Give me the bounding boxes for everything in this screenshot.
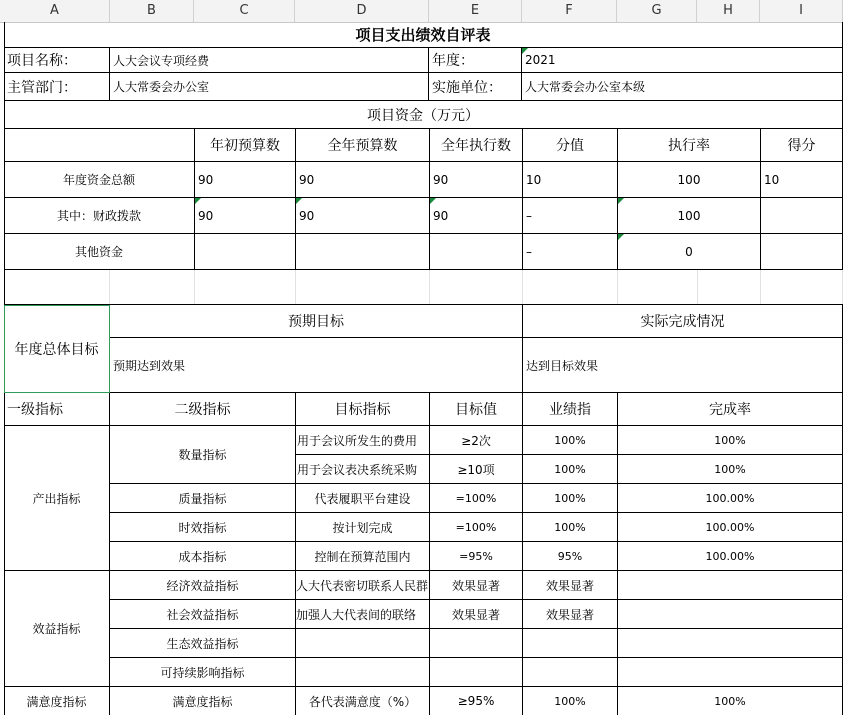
funds-row-total-label[interactable]: 年度资金总额 [4, 162, 195, 198]
department-label[interactable]: 主管部门： [4, 73, 110, 101]
target-sustain-empty[interactable] [296, 658, 430, 687]
level1-satisfaction[interactable]: 满意度指标 [4, 687, 110, 715]
level2-quality[interactable]: 质量指标 [110, 484, 296, 513]
target-value-r8[interactable]: ≥95% [430, 687, 523, 715]
performance-r5[interactable]: 95% [523, 542, 618, 571]
sheet-title[interactable]: 项目支出绩效自评表 [4, 22, 843, 48]
project-name-value[interactable]: 人大会议专项经费 [110, 48, 429, 73]
target-deputy-contact[interactable]: 人大代表密切联系人民群 [296, 571, 430, 600]
blank-cell[interactable] [523, 270, 618, 305]
funds-total-score[interactable]: 10 [761, 162, 843, 198]
column-header-f[interactable]: F [522, 0, 617, 22]
level1-output[interactable]: 产出指标 [4, 426, 110, 571]
blank-cell[interactable] [430, 270, 523, 305]
column-header-i[interactable]: I [760, 0, 843, 22]
target-on-schedule[interactable]: 按计划完成 [296, 513, 430, 542]
project-name-label[interactable]: 项目名称： [4, 48, 110, 73]
ind-header-performance[interactable]: 业绩指 [523, 393, 618, 426]
target-value-r6[interactable]: 效果显著 [430, 571, 523, 600]
implementing-unit-label[interactable]: 实施单位： [429, 73, 522, 101]
funds-other-executed[interactable] [430, 234, 523, 270]
level1-benefit[interactable]: 效益指标 [4, 571, 110, 687]
performance-r1[interactable]: 100% [523, 426, 618, 455]
level2-economic[interactable]: 经济效益指标 [110, 571, 296, 600]
column-header-a[interactable]: A [0, 0, 110, 22]
column-header-h[interactable]: H [697, 0, 760, 22]
ind-header-level1[interactable]: 一级指标 [4, 393, 110, 426]
funds-col-execution-rate[interactable]: 执行率 [618, 129, 761, 162]
target-value-ecological-empty[interactable] [430, 629, 523, 658]
actual-completion-header[interactable]: 实际完成情况 [523, 305, 843, 338]
target-value-r7[interactable]: 效果显著 [430, 600, 523, 629]
performance-r3[interactable]: 100% [523, 484, 618, 513]
funds-other-score[interactable] [761, 234, 843, 270]
blank-cell[interactable] [195, 270, 296, 305]
target-deputy-liaison[interactable]: 加强人大代表间的联络 [296, 600, 430, 629]
blank-cell[interactable] [110, 270, 195, 305]
performance-ecological-empty[interactable] [523, 629, 618, 658]
completion-rate-r3[interactable]: 100.00% [618, 484, 843, 513]
funds-fiscal-annual[interactable]: 90 [296, 198, 430, 234]
ind-header-completion-rate[interactable]: 完成率 [618, 393, 843, 426]
performance-r4[interactable]: 100% [523, 513, 618, 542]
completion-rate-r6[interactable] [618, 571, 843, 600]
completion-rate-r7[interactable] [618, 600, 843, 629]
funds-fiscal-score[interactable] [761, 198, 843, 234]
target-value-sustain-empty[interactable] [430, 658, 523, 687]
column-header-g[interactable]: G [617, 0, 697, 22]
funds-col-annual-budget[interactable]: 全年预算数 [296, 129, 430, 162]
funds-corner-cell[interactable] [4, 129, 195, 162]
funds-fiscal-score-value[interactable]: – [523, 198, 618, 234]
funds-row-fiscal-label[interactable]: 其中：财政拨款 [4, 198, 195, 234]
blank-cell[interactable] [4, 270, 110, 305]
target-within-budget[interactable]: 控制在预算范围内 [296, 542, 430, 571]
funds-header[interactable]: 项目资金（万元） [4, 101, 843, 129]
blank-cell[interactable] [761, 270, 843, 305]
level2-cost[interactable]: 成本指标 [110, 542, 296, 571]
completion-rate-r2[interactable]: 100% [618, 455, 843, 484]
expected-goal-header[interactable]: 预期目标 [110, 305, 523, 338]
target-value-r3[interactable]: =100% [430, 484, 523, 513]
level2-satisfaction[interactable]: 满意度指标 [110, 687, 296, 715]
target-value-r2[interactable]: ≥10项 [430, 455, 523, 484]
ind-header-level2[interactable]: 二级指标 [110, 393, 296, 426]
funds-fiscal-executed[interactable]: 90 [430, 198, 523, 234]
target-voting-system[interactable]: 用于会议表决系统采购 [296, 455, 430, 484]
funds-col-score-value[interactable]: 分值 [523, 129, 618, 162]
column-header-e[interactable]: E [429, 0, 522, 22]
completion-rate-r1[interactable]: 100% [618, 426, 843, 455]
funds-col-annual-execution[interactable]: 全年执行数 [430, 129, 523, 162]
funds-other-annual[interactable] [296, 234, 430, 270]
level2-social[interactable]: 社会效益指标 [110, 600, 296, 629]
level2-timeliness[interactable]: 时效指标 [110, 513, 296, 542]
target-deputy-satisfaction[interactable]: 各代表满意度（%） [296, 687, 430, 715]
ind-header-target-value[interactable]: 目标值 [430, 393, 523, 426]
completion-rate-r8[interactable]: 100% [618, 687, 843, 715]
completion-rate-sustain-empty[interactable] [618, 658, 843, 687]
performance-sustain-empty[interactable] [523, 658, 618, 687]
target-platform-building[interactable]: 代表履职平台建设 [296, 484, 430, 513]
performance-r6[interactable]: 效果显著 [523, 571, 618, 600]
annual-goal-label[interactable]: 年度总体目标 [4, 305, 110, 393]
level2-sustainability[interactable]: 可持续影响指标 [110, 658, 296, 687]
department-value[interactable]: 人大常委会办公室 [110, 73, 429, 101]
blank-cell[interactable] [698, 270, 761, 305]
funds-other-rate[interactable]: 0 [618, 234, 761, 270]
target-ecological-empty[interactable] [296, 629, 430, 658]
funds-other-initial[interactable] [195, 234, 296, 270]
year-value[interactable]: 2021 [522, 48, 843, 73]
funds-col-initial-budget[interactable]: 年初预算数 [195, 129, 296, 162]
completion-rate-ecological-empty[interactable] [618, 629, 843, 658]
performance-r7[interactable]: 效果显著 [523, 600, 618, 629]
performance-r2[interactable]: 100% [523, 455, 618, 484]
funds-total-annual[interactable]: 90 [296, 162, 430, 198]
completion-rate-r4[interactable]: 100.00% [618, 513, 843, 542]
target-value-r1[interactable]: ≥2次 [430, 426, 523, 455]
column-header-d[interactable]: D [295, 0, 429, 22]
funds-col-score[interactable]: 得分 [761, 129, 843, 162]
funds-total-rate[interactable]: 100 [618, 162, 761, 198]
blank-cell[interactable] [296, 270, 430, 305]
funds-fiscal-rate[interactable]: 100 [618, 198, 761, 234]
funds-fiscal-initial[interactable]: 90 [195, 198, 296, 234]
blank-cell[interactable] [618, 270, 698, 305]
level2-ecological[interactable]: 生态效益指标 [110, 629, 296, 658]
funds-total-score-value[interactable]: 10 [523, 162, 618, 198]
funds-total-initial[interactable]: 90 [195, 162, 296, 198]
level2-quantity[interactable]: 数量指标 [110, 426, 296, 484]
implementing-unit-value[interactable]: 人大常委会办公室本级 [522, 73, 843, 101]
column-header-b[interactable]: B [110, 0, 194, 22]
year-label[interactable]: 年度： [429, 48, 522, 73]
funds-other-score-value[interactable]: – [523, 234, 618, 270]
funds-total-executed[interactable]: 90 [430, 162, 523, 198]
performance-r8[interactable]: 100% [523, 687, 618, 715]
target-value-r5[interactable]: =95% [430, 542, 523, 571]
target-meeting-expense[interactable]: 用于会议所发生的费用 [296, 426, 430, 455]
funds-row-other-label[interactable]: 其他资金 [4, 234, 195, 270]
actual-completion-text[interactable]: 达到目标效果 [523, 338, 843, 393]
target-value-r4[interactable]: =100% [430, 513, 523, 542]
expected-goal-text[interactable]: 预期达到效果 [110, 338, 523, 393]
column-header-c[interactable]: C [194, 0, 295, 22]
completion-rate-r5[interactable]: 100.00% [618, 542, 843, 571]
ind-header-target[interactable]: 目标指标 [296, 393, 430, 426]
